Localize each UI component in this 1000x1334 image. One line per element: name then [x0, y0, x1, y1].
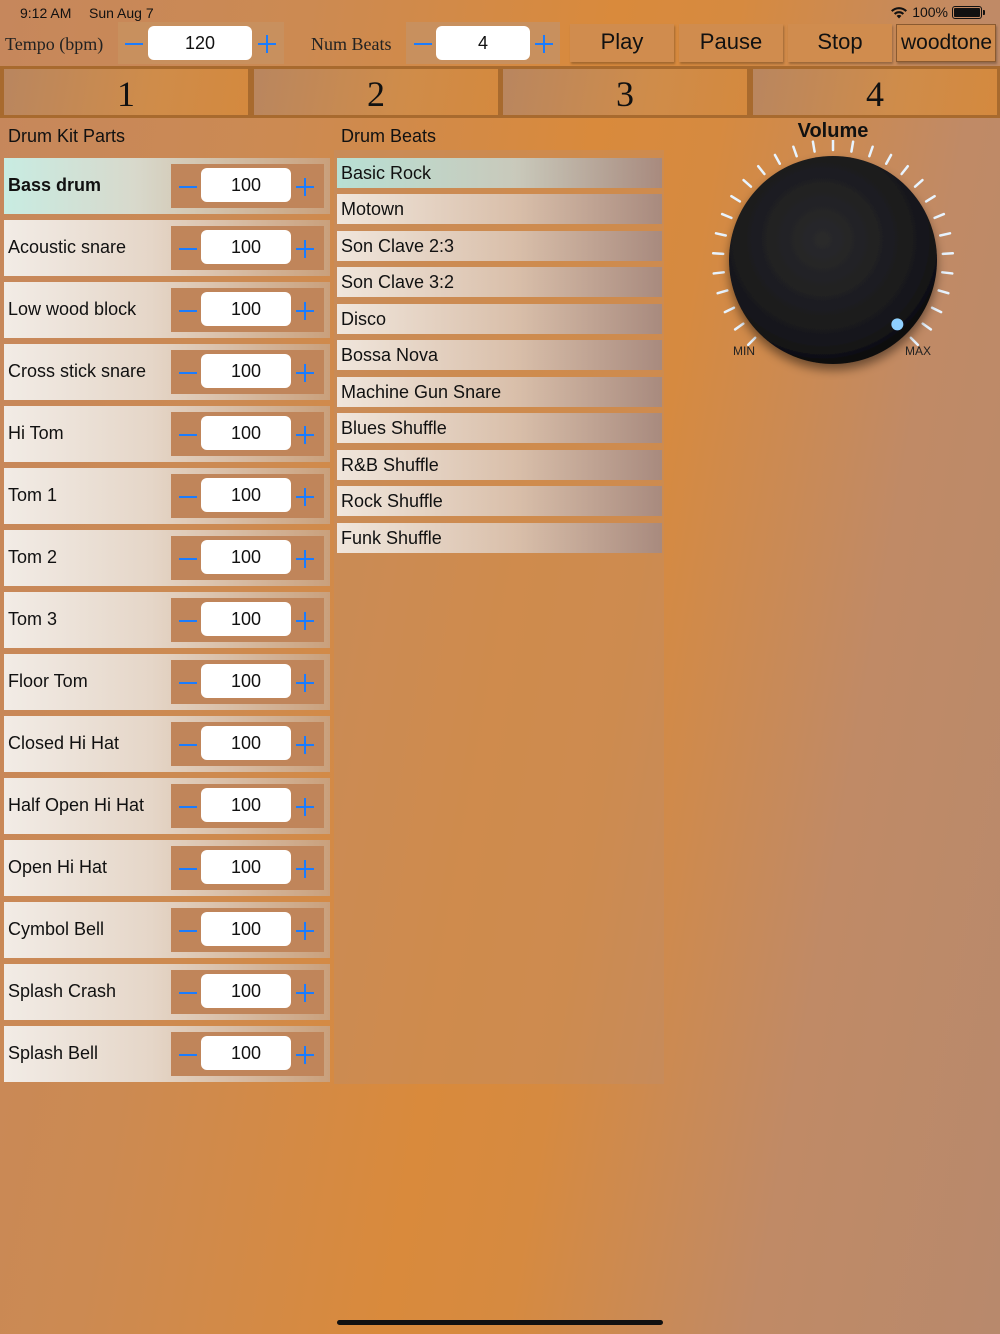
volume-knob-container	[700, 140, 966, 380]
part-name: Low wood block	[8, 299, 137, 319]
part-volume-stepper	[171, 846, 324, 890]
part-decrement-button[interactable]	[175, 608, 201, 634]
part-row-low-wood-block[interactable]	[4, 282, 330, 338]
volume-tick	[886, 155, 891, 164]
volume-tick	[722, 214, 731, 218]
volume-title: Volume	[797, 120, 869, 142]
part-volume-stepper	[171, 970, 324, 1014]
part-decrement-button[interactable]	[175, 980, 201, 1006]
part-name: Cross stick snare	[8, 361, 147, 381]
part-name: Floor Tom	[8, 671, 88, 691]
tempo-field[interactable]: 120	[148, 26, 252, 60]
volume-tick	[942, 272, 952, 273]
volume-tick	[744, 180, 751, 187]
part-volume-stepper	[171, 474, 324, 518]
part-volume-stepper	[171, 908, 324, 952]
num-beats-field[interactable]: 4	[436, 26, 530, 60]
beat-item-funk-shuffle[interactable]: Funk Shuffle	[337, 523, 662, 553]
volume-tick	[775, 155, 780, 164]
part-volume-stepper	[171, 350, 324, 394]
part-name: Half Open Hi Hat	[8, 795, 145, 815]
status-bar	[0, 0, 1000, 24]
part-name: Tom 1	[8, 485, 58, 505]
part-volume-field[interactable]: 100	[201, 1036, 291, 1070]
volume-tick	[932, 308, 941, 312]
part-row-acoustic-snare[interactable]	[4, 220, 330, 276]
part-volume-field[interactable]: 100	[201, 354, 291, 388]
part-name: Hi Tom	[8, 423, 64, 443]
part-decrement-button[interactable]	[175, 174, 201, 200]
part-increment-button[interactable]	[292, 856, 318, 882]
part-name: Cymbol Bell	[8, 919, 105, 939]
part-decrement-button[interactable]	[175, 670, 201, 696]
part-increment-button[interactable]	[292, 794, 318, 820]
volume-tick	[758, 166, 764, 174]
part-decrement-button[interactable]	[175, 794, 201, 820]
tab-4[interactable]: 4	[753, 69, 997, 115]
part-volume-field[interactable]: 100	[201, 664, 291, 698]
measure-tabs	[0, 66, 1000, 118]
status-right	[890, 4, 982, 20]
part-volume-field[interactable]: 100	[201, 168, 291, 202]
part-decrement-button[interactable]	[175, 484, 201, 510]
knob-indicator-dot	[891, 318, 903, 330]
part-row-hi-tom[interactable]	[4, 406, 330, 462]
volume-tick	[869, 147, 872, 156]
volume-tick	[716, 233, 726, 235]
volume-tick	[939, 290, 949, 293]
part-increment-button[interactable]	[292, 670, 318, 696]
volume-tick	[813, 142, 815, 152]
volume-tick	[725, 308, 734, 312]
tab-2[interactable]: 2	[254, 69, 498, 115]
drum-beats-list	[334, 150, 664, 1084]
part-increment-button[interactable]	[292, 546, 318, 572]
part-row-splash-bell[interactable]	[4, 1026, 330, 1082]
beat-item-machine-gun-snare[interactable]: Machine Gun Snare	[337, 377, 662, 407]
volume-tick	[935, 214, 944, 218]
part-volume-stepper	[171, 1032, 324, 1076]
part-volume-field[interactable]: 100	[201, 912, 291, 946]
part-volume-stepper	[171, 226, 324, 270]
tab-1[interactable]: 1	[4, 69, 248, 115]
battery-icon	[952, 6, 982, 19]
home-indicator	[337, 1320, 663, 1325]
part-increment-button[interactable]	[292, 608, 318, 634]
num-beats-decrement-button[interactable]	[410, 31, 436, 57]
part-decrement-button[interactable]	[175, 918, 201, 944]
part-volume-field[interactable]: 100	[201, 292, 291, 326]
part-decrement-button[interactable]	[175, 236, 201, 262]
volume-tick	[926, 196, 934, 201]
beat-item-basic-rock[interactable]: Basic Rock	[337, 158, 662, 188]
volume-min-label: MIN	[733, 344, 755, 358]
status-date: Sun Aug 7	[89, 5, 154, 21]
part-decrement-button[interactable]	[175, 298, 201, 324]
battery-percent: 100%	[912, 4, 948, 20]
part-volume-stepper	[171, 722, 324, 766]
beat-item-disco[interactable]: Disco	[337, 304, 662, 334]
drum-kit-parts-list	[0, 150, 332, 1084]
pause-button[interactable]: Pause	[679, 24, 783, 62]
part-increment-button[interactable]	[292, 298, 318, 324]
part-volume-field[interactable]: 100	[201, 540, 291, 574]
part-row-tom-2[interactable]	[4, 530, 330, 586]
part-volume-stepper	[171, 784, 324, 828]
knob-body	[729, 156, 937, 364]
beat-item-blues-shuffle[interactable]: Blues Shuffle	[337, 413, 662, 443]
part-row-cymbol-bell[interactable]	[4, 902, 330, 958]
volume-tick	[851, 142, 853, 152]
part-increment-button[interactable]	[292, 174, 318, 200]
beat-item-rb-shuffle[interactable]: R&B Shuffle	[337, 450, 662, 480]
part-volume-field[interactable]: 100	[201, 230, 291, 264]
volume-tick	[902, 166, 908, 174]
part-volume-field[interactable]: 100	[201, 850, 291, 884]
status-time: 9:12 AM	[20, 5, 72, 21]
volume-max-label: MAX	[905, 344, 932, 358]
volume-tick	[731, 196, 739, 201]
part-increment-button[interactable]	[292, 918, 318, 944]
part-row-splash-crash[interactable]	[4, 964, 330, 1020]
part-row-half-open-hi-hat[interactable]	[4, 778, 330, 834]
part-increment-button[interactable]	[292, 732, 318, 758]
num-beats-stepper	[406, 22, 560, 64]
part-decrement-button[interactable]	[175, 360, 201, 386]
beat-item-son-clave-3-2[interactable]: Son Clave 3:2	[337, 267, 662, 297]
part-row-closed-hi-hat[interactable]	[4, 716, 330, 772]
part-volume-field[interactable]: 100	[201, 478, 291, 512]
volume-tick	[943, 253, 953, 254]
play-button[interactable]: Play	[570, 24, 674, 62]
part-increment-button[interactable]	[292, 484, 318, 510]
volume-tick	[714, 272, 724, 273]
drum-beats-header: Drum Beats	[341, 126, 437, 146]
beat-item-motown[interactable]: Motown	[337, 194, 662, 224]
part-name: Splash Bell	[8, 1043, 99, 1063]
part-increment-button[interactable]	[292, 236, 318, 262]
part-name: Acoustic snare	[8, 237, 127, 257]
part-decrement-button[interactable]	[175, 732, 201, 758]
part-volume-field[interactable]: 100	[201, 788, 291, 822]
tempo-increment-button[interactable]	[254, 31, 280, 57]
part-row-tom-3[interactable]	[4, 592, 330, 648]
beat-item-bossa-nova[interactable]: Bossa Nova	[337, 340, 662, 370]
part-volume-stepper	[171, 536, 324, 580]
part-row-floor-tom[interactable]	[4, 654, 330, 710]
part-name: Open Hi Hat	[8, 857, 108, 877]
part-row-bass-drum[interactable]	[4, 158, 330, 214]
volume-tick	[718, 290, 728, 293]
beat-item-son-clave-2-3[interactable]: Son Clave 2:3	[337, 231, 662, 261]
num-beats-increment-button[interactable]	[531, 31, 557, 57]
volume-tick	[713, 253, 723, 254]
toolbar	[0, 22, 1000, 66]
num-beats-label: Num Beats	[311, 34, 392, 54]
kit-selector-button[interactable]: woodtone	[896, 24, 996, 62]
part-decrement-button[interactable]	[175, 546, 201, 572]
part-volume-stepper	[171, 288, 324, 332]
part-row-open-hi-hat[interactable]	[4, 840, 330, 896]
tempo-decrement-button[interactable]	[121, 31, 147, 57]
part-row-tom-1[interactable]	[4, 468, 330, 524]
part-volume-stepper	[171, 598, 324, 642]
part-name: Tom 2	[8, 547, 58, 567]
wifi-icon	[890, 6, 908, 19]
part-volume-field[interactable]: 100	[201, 602, 291, 636]
drum-kit-parts-header: Drum Kit Parts	[8, 126, 126, 146]
part-decrement-button[interactable]	[175, 1042, 201, 1068]
volume-tick	[793, 147, 796, 156]
part-increment-button[interactable]	[292, 1042, 318, 1068]
part-name: Splash Crash	[8, 981, 117, 1001]
beat-item-rock-shuffle[interactable]: Rock Shuffle	[337, 486, 662, 516]
stop-button[interactable]: Stop	[788, 24, 892, 62]
part-increment-button[interactable]	[292, 360, 318, 386]
part-volume-stepper	[171, 660, 324, 704]
tempo-label: Tempo (bpm)	[5, 34, 104, 54]
part-name: Closed Hi Hat	[8, 733, 120, 753]
part-decrement-button[interactable]	[175, 856, 201, 882]
volume-tick	[923, 324, 931, 330]
part-volume-stepper	[171, 164, 324, 208]
part-volume-field[interactable]: 100	[201, 974, 291, 1008]
tempo-stepper	[118, 22, 284, 64]
part-name: Bass drum	[8, 175, 102, 195]
volume-tick	[735, 324, 743, 330]
part-volume-stepper	[171, 412, 324, 456]
part-name: Tom 3	[8, 609, 58, 629]
volume-tick	[940, 233, 950, 235]
part-decrement-button[interactable]	[175, 422, 201, 448]
part-increment-button[interactable]	[292, 422, 318, 448]
tab-3[interactable]: 3	[503, 69, 747, 115]
volume-tick	[915, 180, 922, 187]
part-volume-field[interactable]: 100	[201, 416, 291, 450]
part-row-cross-stick-snare[interactable]	[4, 344, 330, 400]
part-increment-button[interactable]	[292, 980, 318, 1006]
part-volume-field[interactable]: 100	[201, 726, 291, 760]
